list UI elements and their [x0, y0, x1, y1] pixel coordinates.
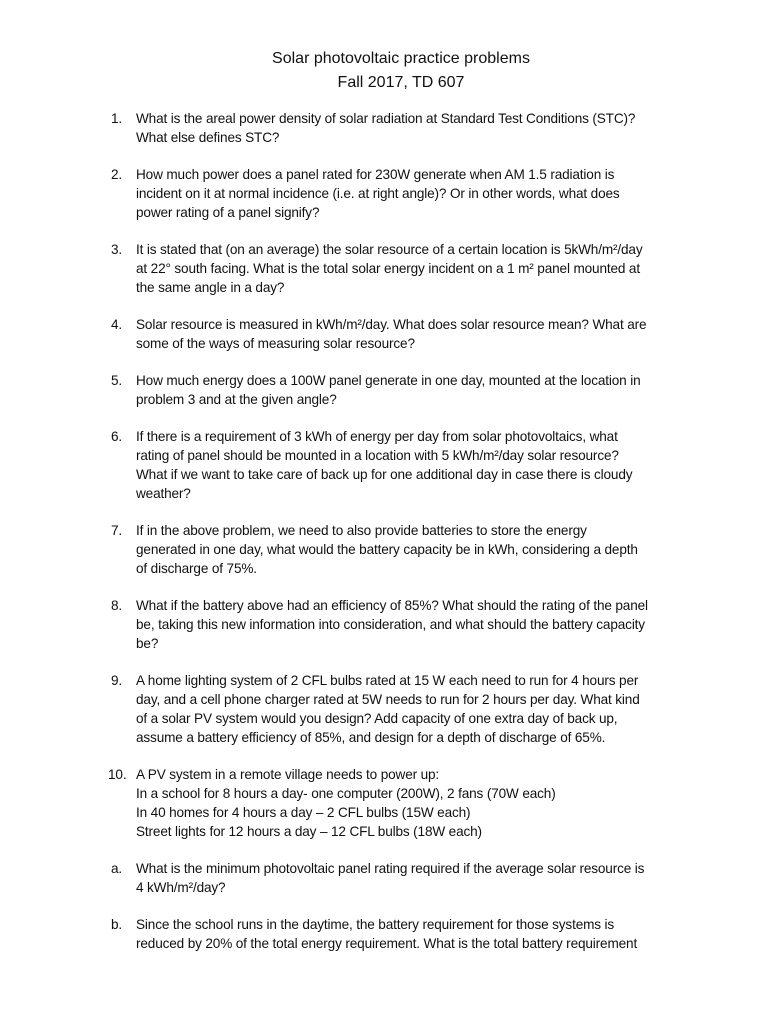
- problem-number: 3.: [111, 242, 123, 257]
- problem-number: 8.: [111, 598, 123, 613]
- problem-number: 4.: [111, 317, 123, 332]
- problem-item: [0, 371, 768, 409]
- problem-number: b.: [111, 917, 123, 932]
- problem-text: If in the above problem, we need to also provide batteries to store the energy generated in one day, what would the battery capacity be in kWh, considering a depth of discharge of 75%.: [136, 523, 638, 576]
- problem-item: [0, 165, 768, 222]
- problem-item: [0, 859, 768, 897]
- problem-item: [0, 596, 768, 653]
- problem-number: 10.: [108, 767, 127, 782]
- problem-number: 2.: [111, 167, 123, 182]
- problem-item: [0, 427, 768, 503]
- problem-number: 6.: [111, 429, 123, 444]
- problem-text: How much power does a panel rated for 230W generate when AM 1.5 radiation is incident on it at normal incidence (i.e. at right angle)? Or in other words, what does power rating of a panel signify?: [136, 167, 620, 220]
- problem-text: Since the school runs in the daytime, the battery requirement for those systems is reduced by 20% of the total energy requirement. What is the total battery requirement: [136, 917, 638, 951]
- problem-text: A PV system in a remote village needs to power up: In a school for 8 hours a day- one computer (200W), 2 fans (70W each) In 40 homes for 4 hours a day – 2 CFL bulbs (15W each) Street lights for 12 hours a day – 12 CFL bulbs (18W each): [136, 767, 556, 839]
- document-subtitle: Fall 2017, TD 607: [337, 74, 465, 91]
- problem-item: [0, 240, 768, 297]
- problem-text: It is stated that (on an average) the solar resource of a certain location is 5kWh/m²/day at 22° south facing. What is the total solar energy incident on a 1 m² panel mounted at the same angle in a day?: [136, 242, 643, 295]
- document-header: [0, 47, 768, 95]
- problem-number: 5.: [111, 373, 123, 388]
- problem-number: 9.: [111, 673, 123, 688]
- problem-item: [0, 109, 768, 147]
- problem-number: 1.: [111, 111, 123, 126]
- problem-text: A home lighting system of 2 CFL bulbs rated at 15 W each need to run for 4 hours per day, and a cell phone charger rated at 5W needs to run for 2 hours per day. What kind of a solar PV system would you design? Add capacity of one extra day of back up, assume a battery efficiency of 85%, and design for a depth of discharge of 65%.: [136, 673, 640, 745]
- problem-text: What is the areal power density of solar radiation at Standard Test Conditions (STC)? What else defines STC?: [136, 111, 636, 145]
- problem-item: [0, 671, 768, 747]
- document-title: Solar photovoltaic practice problems: [272, 50, 530, 67]
- problem-item: [0, 521, 768, 578]
- problem-text: Solar resource is measured in kWh/m²/day. What does solar resource mean? What are some of the ways of measuring solar resource?: [136, 317, 647, 351]
- problem-number: a.: [111, 861, 123, 876]
- problem-text: How much energy does a 100W panel generate in one day, mounted at the location in problem 3 and at the given angle?: [136, 373, 641, 407]
- problem-text: What if the battery above had an efficiency of 85%? What should the rating of the panel be, taking this new information into consideration, and what should the battery capacity be?: [136, 598, 648, 651]
- problem-list: [0, 109, 768, 971]
- problem-item: [0, 765, 768, 841]
- problem-item: [0, 315, 768, 353]
- problem-text: What is the minimum photovoltaic panel rating required if the average solar resource is 4 kWh/m²/day?: [136, 861, 645, 895]
- problem-number: 7.: [111, 523, 123, 538]
- problem-text: If there is a requirement of 3 kWh of energy per day from solar photovoltaics, what rating of panel should be mounted in a location with 5 kWh/m²/day solar resource? What if we want to take care of back up for one additional day in case there is cloudy weather?: [136, 429, 633, 501]
- problem-item: [0, 915, 768, 953]
